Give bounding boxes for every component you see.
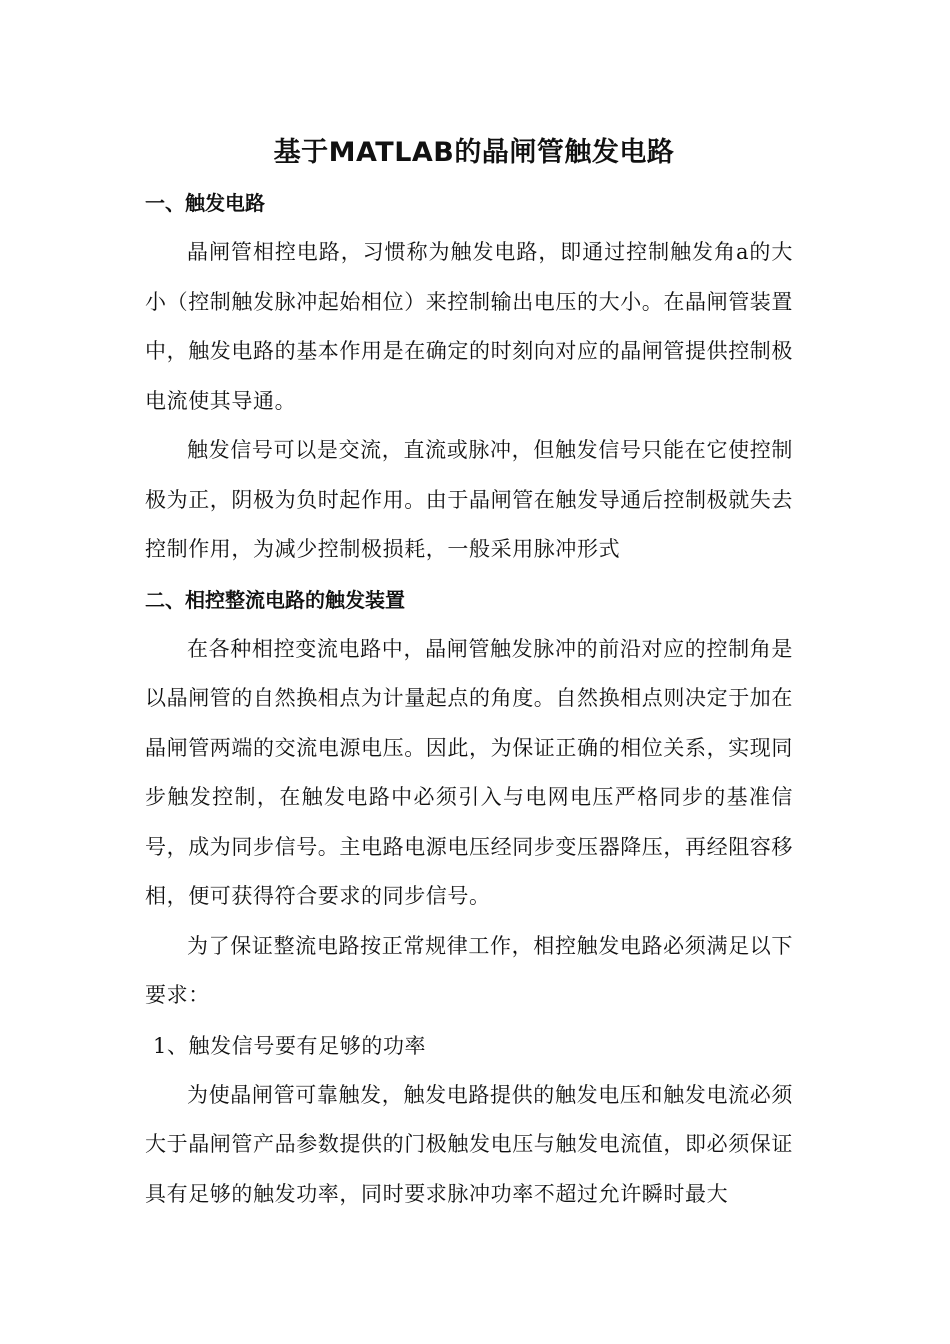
paragraph: 为使晶闸管可靠触发，触发电路提供的触发电压和触发电流必须大于晶闸管产品参数提供的门极触发电压与触发电流值，即必须保证具有足够的触发功率，同时要求脉冲功率不超过允许瞬时最大 [145, 1082, 793, 1206]
document-title: 基于MATLAB的晶闸管触发电路 [273, 137, 675, 168]
section-heading-trigger-circuit: 一、触发电路 [145, 191, 265, 215]
paragraph: 在各种相控变流电路中，晶闸管触发脉冲的前沿对应的控制角是以晶闸管的自然换相点为计量起点的角度。自然换相点则决定于加在晶闸管两端的交流电源电压。因此，为保证正确的相位关系，实现同步触发控制，在触发电路中必须引入与电网电压严格同步的基准信号，成为同步信号。主电路电源电压经同步变压器降压，再经阻容移相，便可获得符合要求的同步信号。 [145, 636, 793, 908]
paragraph: 晶闸管相控电路，习惯称为触发电路，即通过控制触发角a的大小（控制触发脉冲起始相位）来控制输出电压的大小。在晶闸管装置中，触发电路的基本作用是在确定的时刻向对应的晶闸管提供控制极电流使其导通。 [145, 240, 793, 413]
paragraph: 为了保证整流电路按正常规律工作，相控触发电路必须满足以下要求： [145, 933, 793, 1007]
list-item-heading: 1、触发信号要有足够的功率 [153, 1033, 427, 1058]
document-page [145, 128, 793, 1219]
section-heading-phase-control-trigger: 二、相控整流电路的触发装置 [145, 587, 405, 612]
paragraph: 触发信号可以是交流，直流或脉冲，但触发信号只能在它使控制极为正，阴极为负时起作用。由于晶闸管在触发导通后控制极就失去控制作用，为减少控制极损耗，一般采用脉冲形式 [145, 438, 793, 561]
